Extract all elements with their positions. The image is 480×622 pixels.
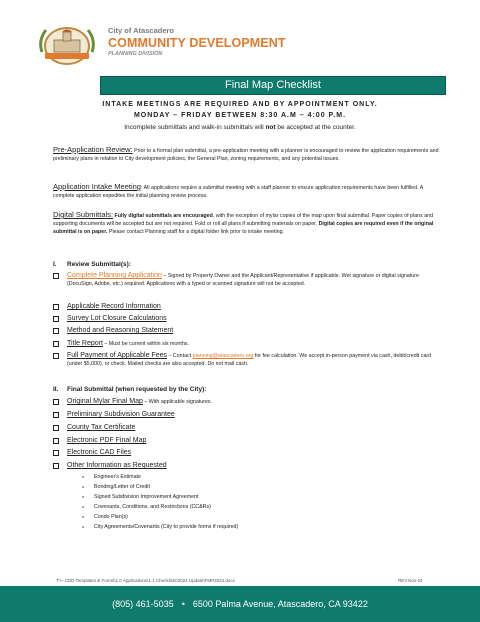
document-path: T:\~ CDD Templates & Forms\1.0 Applications\1.1 Checklists\2024 Update\FMP2024.docx xyxy=(56,578,235,583)
item-note-a: – Contact xyxy=(167,353,193,359)
digital-text2: Please contact Planning staff for a digital folder link prior to intake meeting. xyxy=(107,229,285,235)
intake-line3-c: be accepted at the counter. xyxy=(275,124,356,131)
digital-text1: , with the exception of mylar copies of the map upon final submittal. Paper copies of plans and supporting documents will be accepted but are not required. Fold or roll all plans if submitting materials on paper. xyxy=(53,213,434,227)
checkbox-icon[interactable] xyxy=(53,399,59,405)
item-label: Applicable Record Information xyxy=(67,303,161,310)
digital-bold2: Digital copies are required even if the original submittal is on paper. xyxy=(53,221,434,235)
pre-application-paragraph xyxy=(53,146,445,163)
checklist-item-subdivision-guarantee[interactable] xyxy=(53,411,445,419)
intake-meeting-paragraph xyxy=(53,183,445,200)
item-label: Title Report xyxy=(67,340,103,347)
intake-line3-a: Incomplete submittals and walk-in submittals will xyxy=(124,124,266,131)
sub-item xyxy=(82,484,150,490)
digital-bold1: Fully digital submittals are encouraged xyxy=(113,213,213,219)
item-note: – With applicable signatures. xyxy=(142,399,213,405)
bullet-icon: o xyxy=(82,504,85,509)
item-label: Method and Reasoning Statement xyxy=(67,327,174,334)
item-note-b: for fee calculation. We accept in-person payment via cash, debit/credit card (under $5,000), or check. Mailed checks are also accepted. Do not mail cash. xyxy=(67,353,432,367)
item-label: Other Information as Requested xyxy=(67,462,167,469)
checklist-item-other-information[interactable] xyxy=(53,462,445,470)
checkbox-icon[interactable] xyxy=(53,438,59,444)
checkbox-icon[interactable] xyxy=(53,450,59,456)
checklist-item-record-information[interactable] xyxy=(53,303,445,311)
item-label: Survey Lot Closure Calculations xyxy=(67,315,167,322)
division-name: PLANNING DIVISION xyxy=(108,51,163,57)
checklist-item-planning-application[interactable] xyxy=(53,272,445,288)
checkbox-icon[interactable] xyxy=(53,353,59,359)
checkbox-icon[interactable] xyxy=(53,316,59,322)
digital-submittals-paragraph xyxy=(53,211,445,236)
city-seal-logo xyxy=(36,22,98,66)
revision-label: REV.Nov-24 xyxy=(398,578,423,583)
section2-title xyxy=(53,386,206,393)
checklist-item-title-report[interactable] xyxy=(53,340,445,348)
sub-item xyxy=(82,514,128,520)
item-label: County Tax Certificate xyxy=(67,424,136,431)
checkbox-icon[interactable] xyxy=(53,412,59,418)
checkbox-icon[interactable] xyxy=(53,463,59,469)
item-label: Electronic PDF Final Map xyxy=(67,437,147,444)
checkbox-icon[interactable] xyxy=(53,341,59,347)
intake-notice-line2: MONDAY – FRIDAY BETWEEN 8:30 A.M – 4:00 P.M. xyxy=(133,112,347,119)
section2-number: II. xyxy=(53,386,59,393)
sub-item-label: Signed Subdivision Improvement Agreement xyxy=(94,494,199,500)
checklist-item-fees[interactable] xyxy=(53,352,445,368)
planning-email-link[interactable]: planning@atascadero.org xyxy=(192,353,254,359)
bullet-icon: o xyxy=(82,514,85,519)
sub-item-label: Bonding/Letter of Credit xyxy=(94,484,150,490)
checklist-item-lot-closure[interactable] xyxy=(53,315,445,323)
bullet-icon: o xyxy=(82,494,85,499)
digital-heading: Digital Submittals: xyxy=(53,210,114,219)
bullet-icon: o xyxy=(82,484,85,489)
sub-item-label: Covenants, Conditions, and Restrictions (CC&Rs) xyxy=(94,504,211,510)
section1-title xyxy=(53,261,131,268)
checkbox-icon[interactable] xyxy=(53,425,59,431)
contact-footer xyxy=(0,586,480,622)
section1-number: I. xyxy=(53,261,57,268)
sub-item xyxy=(82,524,238,530)
item-note: – Must be current within six months. xyxy=(102,341,189,347)
phone-number: (805) 461-5035 xyxy=(112,599,174,609)
separator-dot: • xyxy=(181,599,185,609)
sub-item xyxy=(82,494,199,500)
item-label: Full Payment of Applicable Fees xyxy=(67,352,167,359)
page-title: Final Map Checklist xyxy=(100,76,446,95)
org-header xyxy=(108,26,286,57)
checklist-item-method-statement[interactable] xyxy=(53,327,445,335)
checkbox-icon[interactable] xyxy=(53,273,59,279)
intake-meeting-text: : All applications require a submittal meeting with a staff planner to ensure application requirements have been fulfilled. A complete application expedites the initial planning review process. xyxy=(53,185,423,199)
intake-line3-bold: not xyxy=(265,124,276,131)
sub-item-label: Condo Plan(s) xyxy=(94,514,128,520)
intake-notice-line3 xyxy=(0,124,480,131)
checkbox-icon[interactable] xyxy=(53,328,59,334)
checklist-item-tax-certificate[interactable] xyxy=(53,424,445,432)
bullet-icon: o xyxy=(82,524,85,529)
checkbox-icon[interactable] xyxy=(53,304,59,310)
sub-item-label: City Agreements/Covenants (City to provide forms if required) xyxy=(94,524,239,530)
pre-application-heading: Pre-Application Review: xyxy=(53,145,133,154)
sub-item xyxy=(82,504,211,510)
item-label: Original Mylar Final Map xyxy=(67,398,143,405)
street-address: 6500 Palma Avenue, Atascadero, CA 93422 xyxy=(192,599,368,609)
checklist-item-mylar-map[interactable] xyxy=(53,398,445,406)
department-name: COMMUNITY DEVELOPMENT xyxy=(108,36,286,50)
item-label: Electronic CAD Files xyxy=(67,449,132,456)
pre-application-text: Prior to a formal plan submittal, a pre-application meeting with a planner is encouraged to review the application requirements and preliminary plans in relation to City development policies, the General Plan, zoning requirements, and any potential issues. xyxy=(53,148,439,162)
intake-meeting-heading: Application Intake Meeting xyxy=(53,182,141,191)
section1-label: Review Submittal(s): xyxy=(67,261,131,268)
checklist-item-cad-files[interactable] xyxy=(53,449,445,457)
planning-application-link[interactable]: Complete Planning Application xyxy=(67,272,162,279)
bullet-icon: o xyxy=(82,474,85,479)
section2-label: Final Submittal (when requested by the City): xyxy=(67,386,207,393)
sub-item-label: Engineer's Estimate xyxy=(94,474,141,480)
item-note: – Signed by Property Owner and the Applicant/Representative if applicable. Wet signature or digital signature (DocuSign, Adobe, etc.) required. Applications with a typed or scanned signature will not be accepted. xyxy=(67,273,419,287)
checklist-item-pdf-map[interactable] xyxy=(53,437,445,445)
city-name: City of Atascadero xyxy=(108,26,174,35)
intake-notice-line1: INTAKE MEETINGS ARE REQUIRED AND BY APPOINTMENT ONLY. xyxy=(102,101,378,108)
item-label: Preliminary Subdivision Guarantee xyxy=(67,411,175,418)
sub-item xyxy=(82,474,141,480)
